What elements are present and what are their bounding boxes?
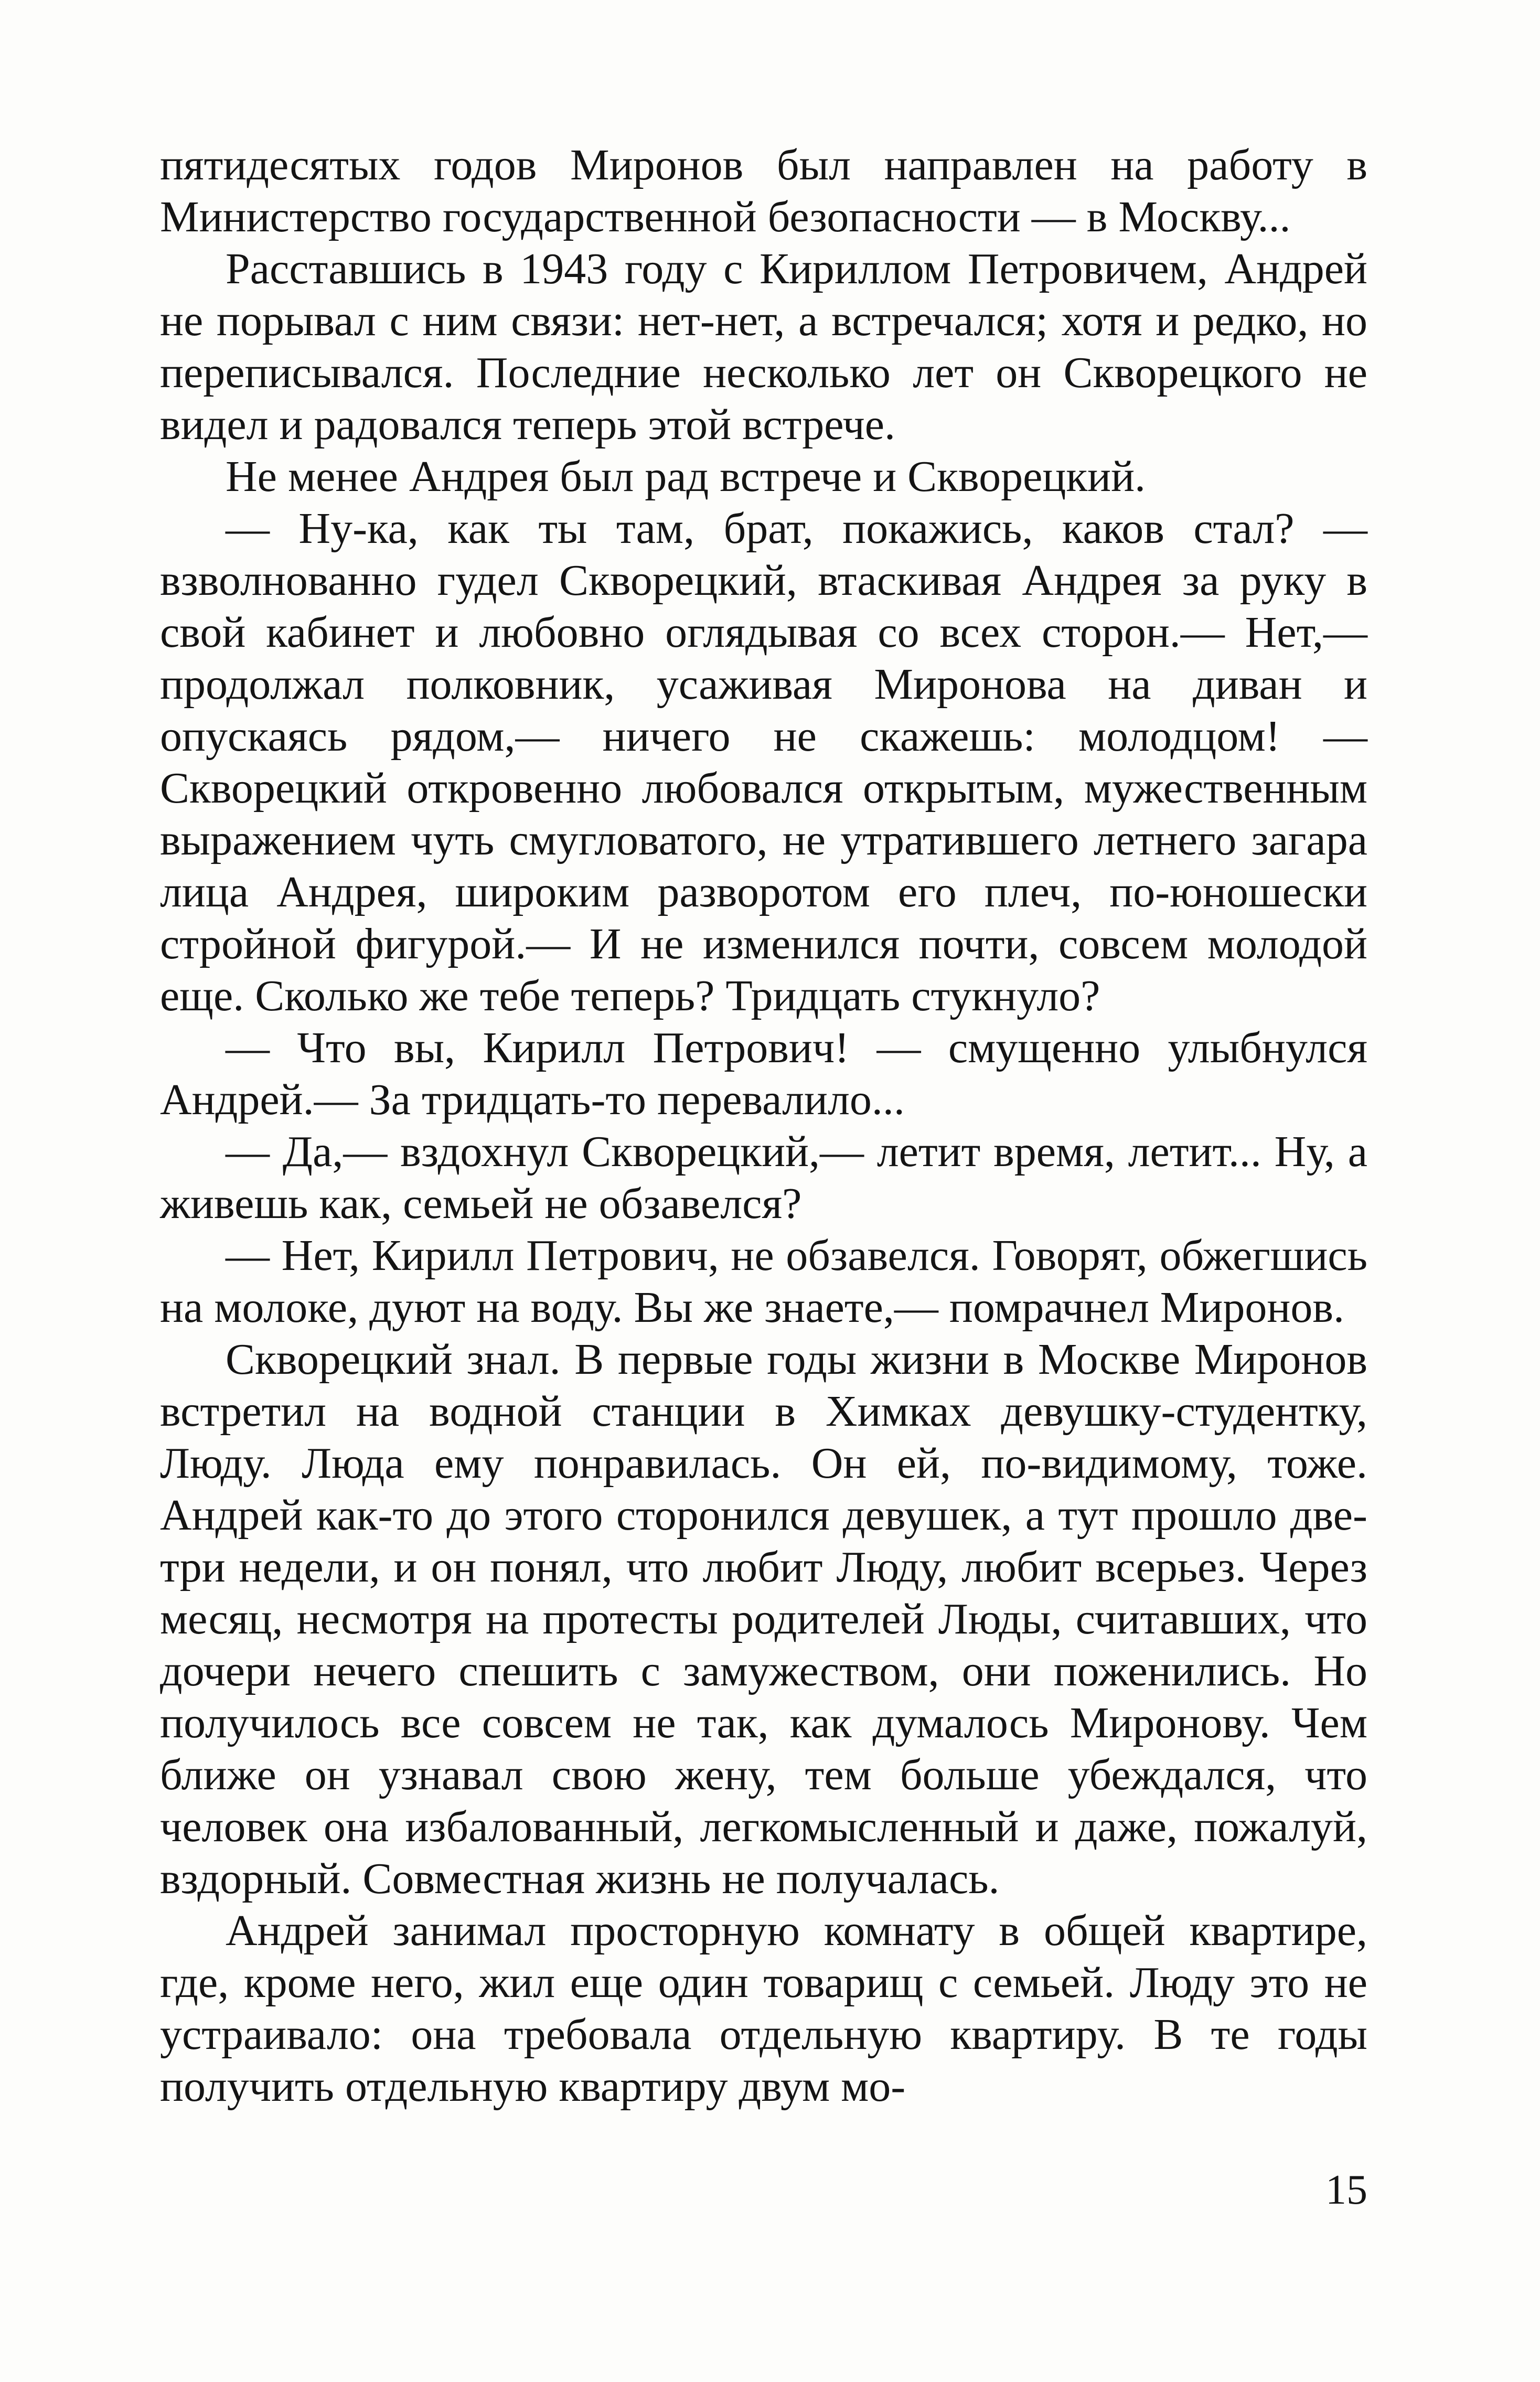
paragraph-2: Расставшись в 1943 году с Кириллом Петровичем, Андрей не порывал с ним связи: нет-нет, а встречался; хотя и редко, но переписывался. Последние несколько лет он Скворецкого не видел и радовался теперь этой встрече.: [160, 244, 1367, 449]
paragraph-3: Не менее Андрея был рад встрече и Скворецкий.: [226, 452, 1146, 501]
body-text: [160, 139, 1367, 2112]
paragraph-1: пятидесятых годов Миронов был направлен на работу в Министерство государственной безопасности — в Москву...: [160, 141, 1367, 241]
paragraph-8: Скворецкий знал. В первые годы жизни в Москве Миронов встретил на водной станции в Химках девушку-студентку, Люду. Люда ему понравилась. Он ей, по-видимому, тоже. Андрей как-то до этого сторонился девушек, а тут прошло две-три недели, и он понял, что любит Люду, любит всерьез. Через месяц, несмотря на протесты родителей Люды, считавших, что дочери нечего спешить с замужеством, они поженились. Но получилось все совсем не так, как думалось Миронову. Чем ближе он узнавал свою жену, тем больше убеждался, что человек она избалованный, легкомысленный и даже, пожалуй, вздорный. Совместная жизнь не получалась.: [160, 1335, 1367, 1903]
page-number: 15: [1325, 2167, 1367, 2213]
paragraph-4: — Ну-ка, как ты там, брат, покажись, каков стал? — взволнованно гудел Скворецкий, втаскивая Андрея за руку в свой кабинет и любовно оглядывая со всех сторон.— Нет,— продолжал полковник, усаживая Миронова на диван и опускаясь рядом,— ничего не скажешь: молодцом! — Скворецкий откровенно любовался открытым, мужественным выражением чуть смугловатого, не утратившего летнего загара лица Андрея, широким разворотом его плеч, по-юношески стройной фигурой.— И не изменился почти, совсем молодой еще. Сколько же тебе теперь? Тридцать стукнуло?: [160, 504, 1367, 1020]
paragraph-6: — Да,— вздохнул Скворецкий,— летит время, летит... Ну, а живешь как, семьей не обзавелся?: [160, 1127, 1367, 1228]
paragraph-7: — Нет, Кирилл Петрович, не обзавелся. Говорят, обжегшись на молоке, дуют на воду. Вы же знаете,— помрачнел Миронов.: [160, 1231, 1367, 1332]
paragraph-9: Андрей занимал просторную комнату в общей квартире, где, кроме него, жил еще один товарищ с семьей. Люду это не устраивало: она требовала отдельную квартиру. В те годы получить отдельную квартиру двум мо-: [160, 1906, 1367, 2111]
paragraph-5: — Что вы, Кирилл Петрович! — смущенно улыбнулся Андрей.— За тридцать-то перевалило...: [160, 1023, 1367, 1124]
